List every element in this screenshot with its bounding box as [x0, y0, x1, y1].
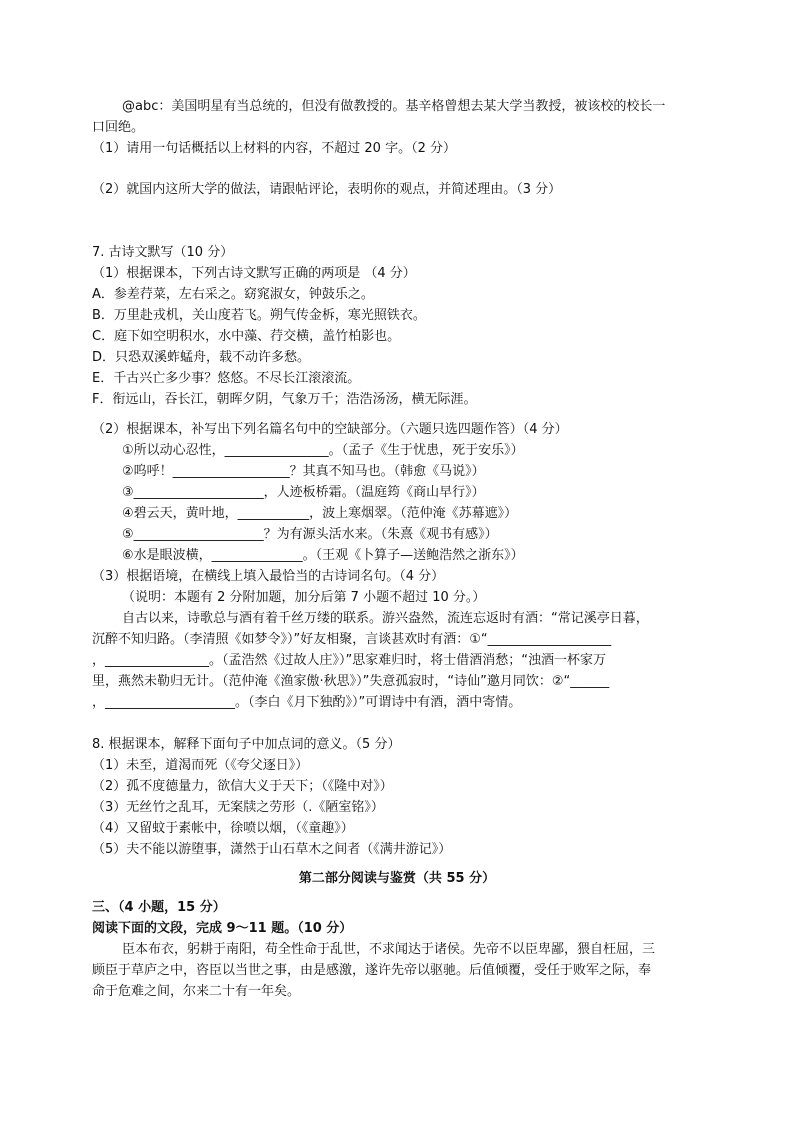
option-f: F．衔远山，吞长江，朝晖夕阴，气象万千；浩浩汤汤，横无际涯。 — [92, 392, 477, 407]
q8-4: （4）又留蚊于素帐中，徐喷以烟，（《童趣》） — [92, 821, 354, 836]
blank-4: ④碧云天，黄叶地，___________，波上寒烟翠。（范仲淹《苏幕遮》） — [122, 506, 518, 521]
section-three-heading: 三、（4 小题，15 分） — [92, 900, 226, 915]
q8-heading: 8. 根据课本，解释下面句子中加点词的意义。（5 分） — [92, 737, 401, 752]
reading-line-1: 臣本布衣，躬耕于南阳，苟全性命于乱世，不求闻达于诸侯。先帝不以臣卑鄙，猥自枉屈，三 — [122, 942, 656, 957]
q7-3: （3）根据语境，在横线上填入最恰当的古诗词名句。（4 分） — [92, 569, 445, 584]
line-3: （1）请用一句话概括以上材料的内容，不超过 20 字。（2 分） — [92, 141, 456, 156]
passage-line-4: 里，燕然未勒归无计。（范仲淹《渔家傲·秋思》）”失意孤寂时，“诗仙”邀月同饮：②“______ — [92, 674, 610, 689]
option-e: E．千古兴亡多少事？悠悠。不尽长江滚滚流。 — [92, 371, 361, 386]
line-2: 口回绝。 — [92, 120, 145, 135]
passage-line-1: 自古以来，诗歌总与酒有着千丝万缕的联系。游兴盎然，流连忘返时有酒：“常记溪亭日暮， — [122, 611, 649, 626]
part-two-title: 第二部分阅读与鉴赏（共 55 分） — [298, 871, 496, 886]
option-d: D．只恐双溪蚱蜢舟，载不动许多愁。 — [92, 350, 311, 365]
option-a: A．参差荇菜，左右采之。窈窕淑女，钟鼓乐之。 — [92, 287, 374, 302]
reading-instruction: 阅读下面的文段，完成 9～11 题。（10 分） — [92, 921, 353, 936]
q7-heading: 7. 古诗文默写（10 分） — [92, 245, 234, 260]
q8-2: （2）孤不度德量力，欲信大义于天下；（《隆中对》） — [92, 779, 393, 794]
passage-line-5: ，____________________。（李白《月下独酌》）”可谓诗中有酒，酒中寄情。 — [92, 695, 522, 710]
reading-line-3: 命于危难之间，尔来二十有一年矣。 — [92, 984, 301, 999]
line-4: （2）就国内这所大学的做法，请跟帖评论，表明你的观点，并简述理由。（3 分） — [92, 182, 562, 197]
passage-line-2: 沉醉不知归路。（李清照《如梦令》）”好友相聚，言谈甚欢时有酒：①“___________________ — [92, 632, 612, 647]
option-c: C．庭下如空明积水，水中藻、荇交横，盖竹柏影也。 — [92, 329, 401, 344]
q7-2: （2）根据课本，补写出下列名篇名句中的空缺部分。（六题只选四题作答）（4 分） — [92, 422, 568, 437]
q8-1: （1）未至，道渴而死（《夸父逐日》） — [92, 758, 309, 773]
q8-3: （3）无丝竹之乱耳，无案牍之劳形（.《陋室铭》） — [92, 800, 384, 815]
q7-1: （1）根据课本，下列古诗文默写正确的两项是 （4 分） — [92, 266, 416, 281]
q8-5: （5）夫不能以游堕事，潇然于山石草木之间者（《满井游记》） — [92, 842, 452, 857]
blank-5: ⑤____________________？为有源头活水来。（朱熹《观书有感》） — [122, 527, 498, 542]
blank-2: ②呜呼！__________________？其真不知马也。（韩愈《马说》） — [122, 464, 485, 479]
line-1: @abc：美国明星有当总统的，但没有做教授的。基辛格曾想去某大学当教授，被该校的校长一 — [122, 99, 666, 114]
passage-line-3: ，________________。（孟浩然《过故人庄》）”思家难归时，将士借酒消愁；“浊酒一杯家万 — [92, 653, 606, 668]
blank-1: ①所以动心忍性，________________。（孟子《生于忧患，死于安乐》） — [122, 443, 524, 458]
q7-3-note: （说明：本题有 2 分附加题，加分后第 7 小题不超过 10 分。） — [122, 590, 486, 605]
blank-3: ③____________________，人迹板桥霜。（温庭筠《商山早行》） — [122, 485, 485, 500]
option-b: B．万里赴戎机，关山度若飞。朔气传金柝，寒光照铁衣。 — [92, 308, 426, 323]
reading-line-2: 顾臣于草庐之中，咨臣以当世之事，由是感激，遂许先帝以驱驰。后值倾覆，受任于败军之际，奉 — [92, 963, 652, 978]
blank-6: ⑥水是眼波横，______________。（王观《卜算子—送鲍浩然之浙东》） — [122, 548, 524, 563]
